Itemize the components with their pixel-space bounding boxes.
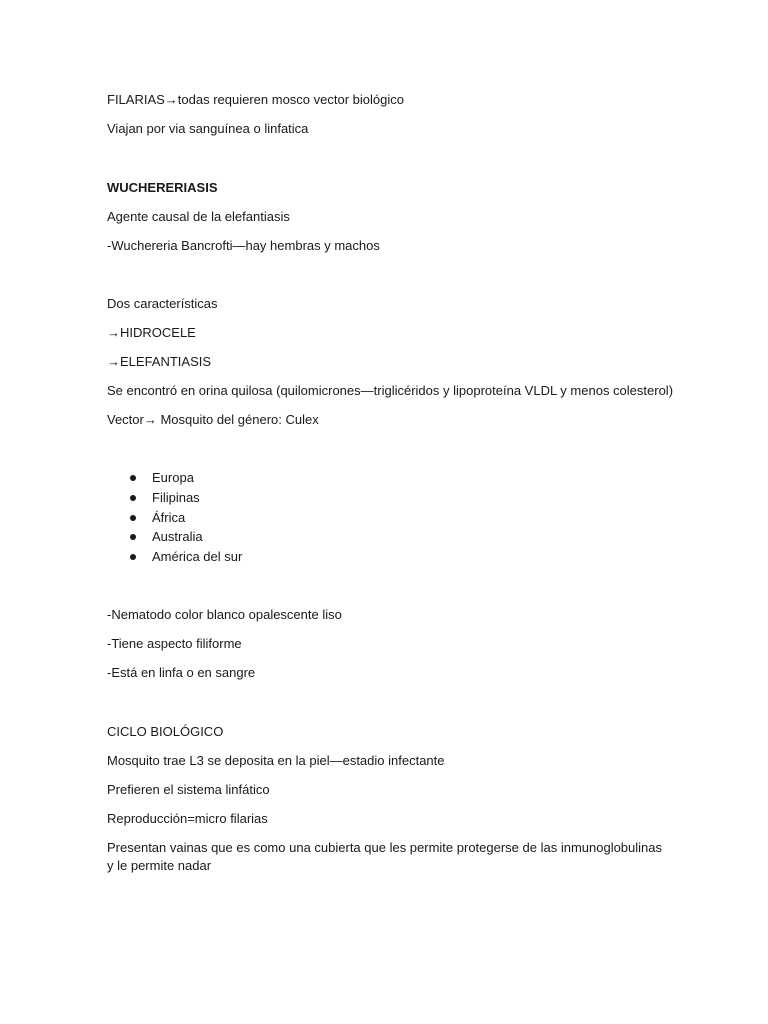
viajan-line: Viajan por via sanguínea o linfatica bbox=[107, 121, 309, 136]
dos-caracteristicas-line: Dos características bbox=[107, 296, 218, 311]
filarias-line: FILARIAS→todas requieren mosco vector biológico bbox=[107, 92, 404, 107]
region-label: América del sur bbox=[152, 549, 243, 565]
region-label: Filipinas bbox=[152, 489, 200, 505]
region-label: Europa bbox=[152, 470, 194, 485]
vector-line: Vector→ Mosquito del género: Culex bbox=[107, 412, 319, 427]
regions-list bbox=[130, 470, 242, 569]
bullet-icon bbox=[130, 475, 136, 481]
ciclo-heading: CICLO BIOLÓGICO bbox=[107, 724, 224, 739]
vainas-paragraph: Presentan vainas que es como una cubierta que les permite protegerse de las inmunoglobulinas y le permite nadar bbox=[107, 840, 663, 873]
agente-line: Agente causal de la elefantiasis bbox=[107, 209, 290, 224]
hidrocele-line: →HIDROCELE bbox=[107, 325, 196, 340]
bullet-icon bbox=[130, 495, 136, 501]
list-item bbox=[130, 510, 242, 530]
prefieren-line: Prefieren el sistema linfático bbox=[107, 782, 270, 797]
wuchereriasis-heading: WUCHERERIASIS bbox=[107, 180, 218, 195]
bullet-icon bbox=[130, 534, 136, 540]
bullet-icon bbox=[130, 554, 136, 560]
filiforme-line: -Tiene aspecto filiforme bbox=[107, 636, 242, 651]
mosquito-l3-line: Mosquito trae L3 se deposita en la piel—estadio infectante bbox=[107, 753, 445, 768]
orina-line: Se encontró en orina quilosa (quilomicrones—triglicéridos y lipoproteína VLDL y menos colesterol) bbox=[107, 383, 674, 398]
region-label: África bbox=[152, 509, 186, 525]
reproduccion-line: Reproducción=micro filarias bbox=[107, 811, 268, 826]
elefantiasis-line: →ELEFANTIASIS bbox=[107, 354, 212, 369]
bullet-icon bbox=[130, 515, 136, 521]
wuchereria-line: -Wuchereria Bancrofti—hay hembras y machos bbox=[107, 238, 380, 253]
list-item bbox=[130, 490, 242, 510]
region-label: Australia bbox=[152, 529, 203, 545]
list-item bbox=[130, 549, 242, 569]
nematodo-line: -Nematodo color blanco opalescente liso bbox=[107, 607, 342, 622]
list-item bbox=[130, 529, 242, 549]
linfa-line: -Está en linfa o en sangre bbox=[107, 665, 256, 680]
list-item bbox=[130, 470, 242, 490]
